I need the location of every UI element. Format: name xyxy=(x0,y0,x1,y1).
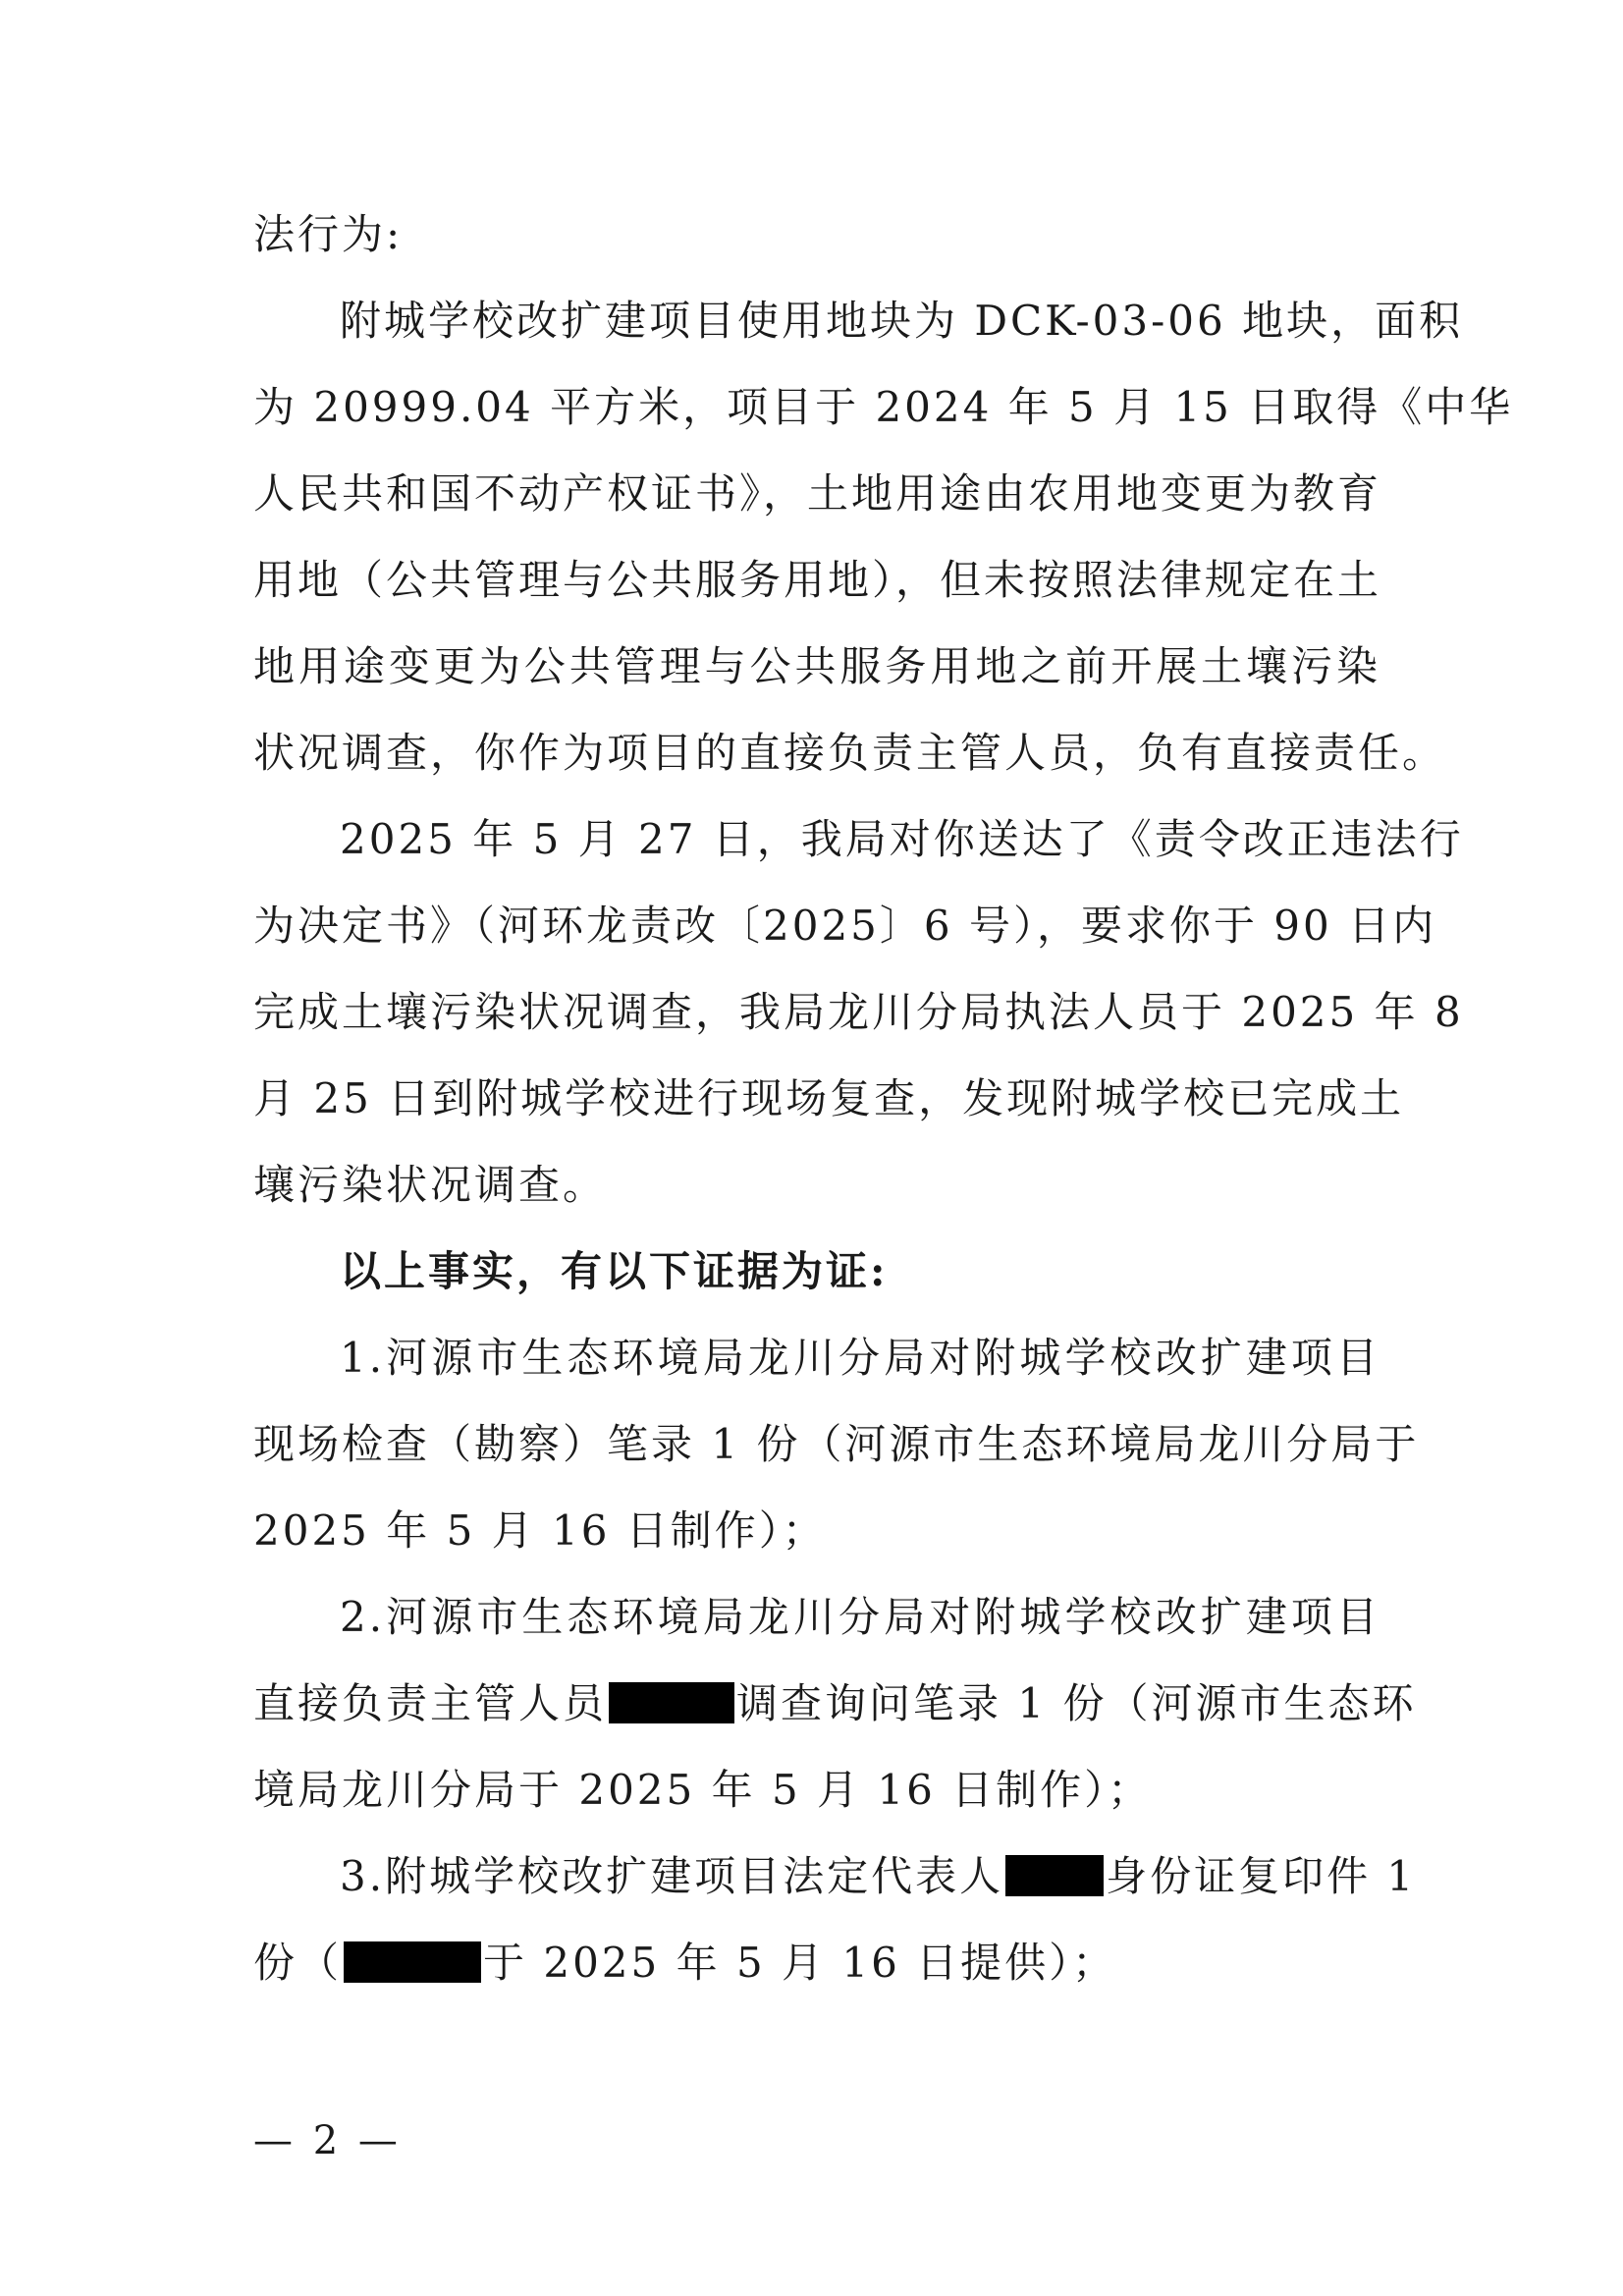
evidence-item-line: 1.河源市生态环境局龙川分局对附城学校改扩建项目 xyxy=(340,1334,1380,1382)
paragraph-line: 为决定书》（河环龙责改〔2025〕6 号），要求你于 90 日内 xyxy=(253,902,1437,950)
paragraph-line: 壤污染状况调查。 xyxy=(253,1161,608,1209)
paragraph-line: 为 20999.04 平方米，项目于 2024 年 5 月 15 日取得《中华 xyxy=(253,383,1514,431)
page-number: — 2 — xyxy=(253,2118,402,2163)
redaction-block xyxy=(1005,1855,1104,1896)
paragraph-line: 2025 年 5 月 27 日，我局对你送达了《责令改正违法行 xyxy=(340,815,1464,863)
paragraph-line: 状况调查，你作为项目的直接负责主管人员，负有直接责任。 xyxy=(253,729,1447,777)
paragraph-line: 完成土壤污染状况调查，我局龙川分局执法人员于 2025 年 8 xyxy=(253,988,1464,1036)
evidence-item-line: 现场检查（勘察）笔录 1 份（河源市生态环境局龙川分局于 xyxy=(253,1420,1420,1468)
line-text: 直接负责主管人员 xyxy=(253,1679,608,1727)
paragraph-line: 人民共和国不动产权证书》，土地用途由农用地变更为教育 xyxy=(253,469,1382,518)
paragraph-line: 用地（公共管理与公共服务用地），但未按照法律规定在土 xyxy=(253,556,1382,604)
line-text: 份（ xyxy=(253,1939,343,1987)
line-text: 调查询问笔录 1 份（河源市生态环 xyxy=(736,1679,1417,1727)
paragraph-line: 地用途变更为公共管理与公共服务用地之前开展土壤污染 xyxy=(253,642,1380,690)
line-text: 3.附城学校改扩建项目法定代表人 xyxy=(340,1852,1004,1900)
evidence-item-line xyxy=(253,1661,1417,1747)
evidence-item-line xyxy=(253,1833,1417,1920)
paragraph-line: 月 25 日到附城学校进行现场复查，发现附城学校已完成土 xyxy=(253,1074,1405,1122)
redaction-block xyxy=(609,1682,734,1723)
evidence-item-line: 2025 年 5 月 16 日制作）； xyxy=(253,1506,827,1555)
paragraph-line: 法行为: xyxy=(253,210,404,258)
paragraph-line: 附城学校改扩建项目使用地块为 DCK-03-06 地块，面积 xyxy=(340,297,1464,345)
body-text xyxy=(253,191,1514,2006)
evidence-item-line: 境局龙川分局于 2025 年 5 月 16 日制作）； xyxy=(253,1766,1153,1814)
evidence-item-line: 2.河源市生态环境局龙川分局对附城学校改扩建项目 xyxy=(340,1593,1380,1641)
redaction-block xyxy=(344,1941,481,1983)
evidence-item-line xyxy=(253,1920,1380,2006)
evidence-heading: 以上事实，有以下证据为证: xyxy=(340,1247,889,1295)
line-text: 身份证复印件 1 xyxy=(1106,1852,1417,1900)
line-text: 于 2025 年 5 月 16 日提供）； xyxy=(483,1939,1117,1987)
